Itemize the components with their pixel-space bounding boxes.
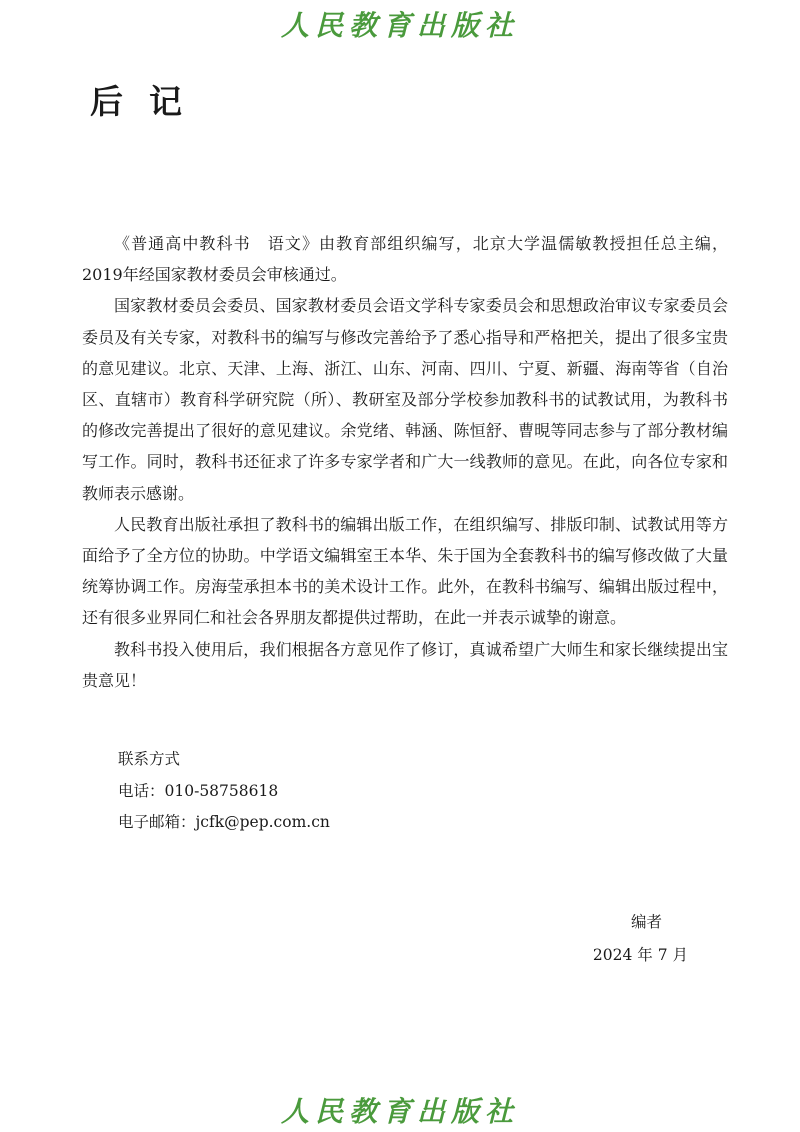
contact-heading: 联系方式 <box>118 750 181 768</box>
paragraph-acknowledgement-publisher: 人民教育出版社承担了教科书的编辑出版工作，在组织编写、排版印制、试教试用等方面给予了全方位的协助。中学语文编辑室王本华、朱于国为全套教科书的编写修改做了大量统筹协调工作。房海莹承担本书的美术设计工作。此外，在教科书编写、编辑出版过程中，还有很多业界同仁和社会各界朋友都提供过帮助，在此一并表示诚挚的谢意。 <box>82 514 728 628</box>
contact-info <box>118 744 330 839</box>
publisher-logo-top: 人民教育出版社 <box>280 9 519 42</box>
publisher-logo-bottom: 人民教育出版社 <box>280 1095 519 1128</box>
paragraph-acknowledgement-experts: 国家教材委员会委员、国家教材委员会语文学科专家委员会和思想政治审议专家委员会委员及有关专家，对教科书的编写与修改完善给予了悉心指导和严格把关，提出了很多宝贵的意见建议。北京、天津、上海、浙江、山东、河南、四川、宁夏、新疆、海南等省（自治区、直辖市）教育科学研究院（所）、教研室及部分学校参加教科书的试教试用，为教科书的修改完善提出了很好的意见建议。余党绪、韩涵、陈恒舒、曹晛等同志参与了部分教材编写工作。同时，教科书还征求了许多专家学者和广大一线教师的意见。在此，向各位专家和教师表示感谢。 <box>82 296 728 503</box>
signature-author: 编者 <box>630 913 662 931</box>
signature-date: 2024 年 7 月 <box>592 946 688 964</box>
paragraph-feedback-request: 教科书投入使用后，我们根据各方意见作了修订，真诚希望广大师生和家长继续提出宝贵意见！ <box>82 639 728 690</box>
contact-email: 电子邮箱：jcfk@pep.com.cn <box>118 813 330 831</box>
paragraph-intro: 《普通高中教科书 语文》由教育部组织编写，北京大学温儒敏教授担任总主编，2019年经国家教材委员会审核通过。 <box>82 234 728 285</box>
signature-block <box>593 906 688 972</box>
contact-phone: 电话：010-58758618 <box>118 781 279 800</box>
page-title: 后记 <box>90 82 208 121</box>
afterword-body <box>82 228 728 696</box>
